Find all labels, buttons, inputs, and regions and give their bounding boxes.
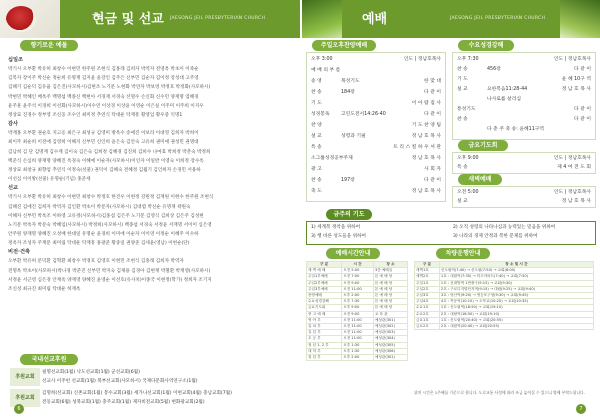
table-row: 주일1호 1호 : 신대방역 1번출구(9:15) → 교회(9:30) (415, 280, 594, 286)
order-row: 찬 양 기 도 찬 양 팀 (311, 123, 441, 128)
table-row: 새벽1호 신도림역(7:40) → 신도림(7:50) → 교회(8:00) (415, 268, 594, 274)
mission-row-label: 후원교회 (10, 368, 40, 386)
offering-line: 윤주훈 윤주석 이경희 이선화(사모하시)이수연 이상경 이상윤 이영순 이은실 이주미 이주희 이지우 (8, 103, 204, 109)
order-row: 성경봉독 고린도전서14:26-40 다 같 이 (311, 112, 441, 117)
order-row: 다 춘 주 축 송: 윤혜11구역 (487, 127, 545, 132)
offering-tithe (8, 56, 294, 120)
offering-line: 오부환 박유허 문덕환 김혁환 최창수 박경호 김영호 이현민 조현식 김홍래 김희자 박역자 (8, 259, 184, 265)
offering-thanks (8, 120, 294, 184)
order-row: 소그룹성경공부주제 정 남 호 목 사 (311, 156, 441, 161)
order-row: 나사로를 살리심 (487, 97, 521, 102)
order-row: 송 영 목성기도 한 맞 대 (311, 79, 441, 84)
header-photo-right (302, 0, 342, 38)
offering-line: 박기시 오부환 박유허 최창수 이현민 최창수 박정호 한진우 이현정 강원정 김재원 이현수 한주원 조현식 (8, 195, 214, 201)
order-row: 찬 송 184장 다 같 이 (311, 90, 441, 95)
offering-line: 이선심 이이방(선물) 유명순(기념) 홍준세 (8, 177, 91, 183)
offering-vision (8, 248, 294, 294)
header-title-left: 현금 및 선교 (92, 12, 164, 27)
prayer-title: 금주의 기도 (326, 209, 372, 220)
prayer-item: 2) 오직 성령의 나타나심과 능력있는 믿음을 위하여 (453, 225, 556, 230)
order-row: 광 고 사 회 자 (311, 167, 441, 172)
table-row: 수요1호 1호 : 신도림역(18:50) → 교회(19:10) (415, 305, 594, 311)
sunday-worship-box (306, 52, 446, 202)
offering-line: 박현민 박혜인 배옥주 백명섭 백종신 백현아 서경재 서경숙 선명수 손신화 신수민 양재명 염혜경 (8, 94, 199, 100)
offering-line: 조신성 최규진 최미림 탁대운 허재옥 (8, 286, 81, 292)
right-page (302, 0, 600, 417)
table-row: 주일4호 4호 : 목동역(10:10) → 오목교(10:20) → 교회(10:35) (415, 299, 594, 305)
table-row: 유 치 부 오전 11:00 예성관(302) (307, 324, 408, 330)
order-row: 찬 송 456장 다 같 이 (457, 67, 591, 72)
order-row: 찬 송 다 같 이 (457, 117, 591, 122)
table-header-row: 구 분 시 간 장 소 (307, 262, 408, 268)
header-subtitle-left: JAESONG JEIL PRESBYTERIAN CHURCH (170, 16, 266, 21)
table-row: 금요기도회 오후 9:00 본 예 배 당 (307, 305, 408, 311)
offering-label: 감사 (8, 121, 19, 128)
table-row: 초 등 부 오전 11:00 예성관(304) (307, 336, 408, 342)
offering-line: 정옥자 조성자 주재문 최미림 탁대운 탁재흥 홍광준 황중일 권양준 김세윤(영남) 이현순(단) (8, 241, 190, 247)
header-photo-right-2 (560, 0, 600, 38)
vehicle-title: 차량운행안내 (436, 248, 490, 259)
header-subtitle-right: JAESONG JEIL PRESBYTERIAN CHURCH (450, 16, 546, 21)
table-row: 대 학 부 오후 1:30 예성관(306) (307, 348, 408, 354)
table-row: 새벽2호 1호 : 대림역(7:35) → 미도아파트(7:40) → 교회(7:50) (415, 274, 594, 280)
header-banner-right (302, 0, 600, 38)
offering-line: 김혜기 김순덕 김유율 김은진(사모하시)김현조 노기문 노현화 박연자 박보영 박정호 박정화(사모하시) (8, 85, 211, 91)
table-row: 유 년 부 오전 11:00 예성관(303) (307, 330, 408, 336)
offering-list (8, 56, 294, 346)
dawn-worship-box (452, 186, 596, 208)
table-row: 청 년 1, 2 부 오후 1:30 예성관(305) (307, 342, 408, 348)
offering-line: 서정윤 서근영 심은경 안재옥 양재영 양혜진 윤영순 이선호(유사치)이종국 이현정(학가) 정희자 조기지 (8, 277, 212, 283)
table-row: 주일3부예배 오전 11:00 본 예 배 당 (307, 286, 408, 292)
page-number-left: 6 (14, 404, 24, 414)
gift-icon (6, 6, 36, 32)
offering-line: 안주원 양재명 양혜진 오성배 한대일 유명순 윤경희 이미애 이순자 이이영 이정순 이혜주 이수하 (8, 231, 199, 237)
order-row: 특 송 제 4 여 전 도 회 (457, 165, 591, 170)
order-row: 기 도 이 아 람 집 사 (311, 101, 441, 106)
offering-line: 전명옥 박초이(사모하시)박나경 박준진 신부민 박지숙 김제용 김경아 김현재 박철환 박재영(사모하시) (8, 268, 211, 274)
order-row: 통성기도 다 같 이 (457, 107, 591, 112)
table-row: 중 고 예 배 오전 9:00 교 육 관 (307, 311, 408, 317)
offering-line: 김남희 김 단 김명재 김수재 김이숙 김은숙 김희정 김혜경 김진희 김희수 나마효 박희정 박춘숙 박정희 (8, 149, 211, 155)
mission-row-text: 김명희(선교회) 신촌교회(1월) 봉수교회(3월) 세가나선교회(1월) 이현교회(4월) 충남교회(7월) 전동교회(6월) 성북교회(1월) 충주교회(1월) 제자비전교회(5월) 현화광교회(2월) (42, 391, 232, 405)
table-row: 금요2호 2호 : 대림역(20:40) → 교회(20:55) (415, 324, 594, 330)
table-row: 주일2호 2호 : 구로디지털단지역(9:15) → 대림(9:25) → 교회(9:40) (415, 286, 594, 292)
offering-line: 박재홍 오부환 권순호 지고옹 최은구 최성규 김영미 방옥수 송애진 이보라 이대영 김희자 박희이 (8, 131, 199, 137)
table-row: 새 벽 예 배 오전 5:00 3층 예배실 (307, 268, 408, 274)
order-row: 설 교 요한복음11:28-44 정 남 호 목 사 (457, 87, 591, 92)
dawn-worship-title: 새벽예배 (458, 174, 502, 185)
offering-line: 정상묘 최창규 최향업 추연식 이정숙(선물) 권덕이 김혜숙 전혜정 김월기 김인희자 손경민 서용하 (8, 167, 201, 173)
mission-section-title: 국내선교후원 (20, 354, 78, 365)
prayer-item: 3) 나라의 경제 안정과 복한 문제를 위하여 (453, 234, 538, 239)
friday-prayer-title: 금요기도회 (458, 140, 508, 151)
order-row: 축 도 정 남 호 목 사 (311, 189, 441, 194)
order-row: 설 교 정 남 호 목 사 (457, 199, 591, 204)
offering-line: 노기문 박옥자 박문숙 박혜임(사모하시) 박정희(사모하시) 백종섭 서경숙 서정윤 서재명 서이이 심은영 (8, 222, 212, 228)
offering-line: 정상묘 진경수 정부영 조신웅 조수인 최미정 추연식 탁대운 탁재흥 황영임 황우중 익명1 (8, 112, 183, 118)
prayer-item: 1) 세계복 정착을 위하여 (311, 225, 361, 230)
page-number-right: 7 (576, 404, 586, 414)
table-row: 금요1호 1호 : 신도림역(20:40) → 교회(20:55) (415, 317, 594, 323)
order-row: 오전 5:00 인도 | 정남호목사 (457, 190, 591, 195)
table-row: 수요2호 2호 : 대림역(18:50) → 교회(19:10) (415, 311, 594, 317)
header-banner-left (0, 0, 300, 38)
offering-line: 김혜진 김애진 김희자 박역자 김인환 박초이 박문자(사모하시) 김대엽 박신순 유명재 곽원숙 (8, 204, 191, 210)
offering-label: 십일조 (8, 57, 24, 63)
mission-row-text: 필명선교회(1월) 낙도선교회(1월) 군선교회(6월) 선교사 이주헌 선교회(1월) 북부선교회(사모하시) 국제다문화사역연구소(1월) (42, 370, 198, 384)
prayer-box (306, 221, 596, 245)
table-row: 찬양예배 오후 2:00 본 예 배 당 (307, 293, 408, 299)
friday-prayer-box (452, 152, 596, 174)
offering-section-title: 향기로운 예물 (20, 40, 78, 51)
table-row: 주일3호 3호 : 당산역(9:20) → 영등포구청(9:30) → 교회(9:45) (415, 293, 594, 299)
order-row: 특 송 트 리 스 킬 하 우 셔 관 (311, 145, 441, 150)
table-row: 영 아 부 오전 11:00 예성관(301) (307, 317, 408, 323)
order-row: 기 도 윤 혜 10구 역 (457, 77, 591, 82)
mission-row-label: 후원교회 (10, 389, 40, 407)
table-row: 주일1부예배 오전 7:00 본 예 배 당 (307, 274, 408, 280)
order-row: 오후 3:00 인도 | 정남호목사 (311, 57, 441, 62)
wednesday-worship-box (452, 52, 596, 140)
table-row: 수요성경강해 오후 7:30 본 예 배 당 (307, 299, 408, 305)
offering-line: 김복자 장이주 박신순 정순희 유명재 김지윤 윤강인 김주은 신부민 김순자 김이정 강성대 고주영 (8, 76, 199, 82)
table-row: 청 년 부 오후 2:00 예성관(301) (307, 355, 408, 361)
order-row: 오후 7:30 인도 | 정남호목사 (457, 57, 591, 62)
table-header-row: 구 분 장 소 및 시 간 (415, 262, 594, 268)
order-row: 예 배 의 부 름 (311, 68, 341, 73)
order-row: 찬 송 197장 다 같 이 (311, 178, 441, 183)
order-row: 설 교 성령과 기필 정 남 호 목 사 (311, 134, 441, 139)
offering-line: 최이주 최순희 이전애 김영희 이혜지 신부민 신인희 윤은숙 김안숙 고유희 권미애 권성민 권명대 (8, 140, 199, 146)
table-row: 주일2부예배 오전 9:00 본 예 배 당 (307, 280, 408, 286)
vehicle-table (414, 261, 594, 330)
offering-line: 이혜자 신부민 박옥조 이하영 고유정(사모하시)김홍섭 김은주 노기문 김영식 김희상 김은주 김성현 (8, 213, 204, 219)
prayer-item: 3) 행 바른 성도들을 위하여 (311, 234, 366, 239)
worship-time-table (306, 261, 408, 361)
offering-line: 박기시 오부환 박유허 최창수 이현민 한주원 조현식 김홍래 김희자 박역자 전영옥 박초이 이죽순 (8, 67, 199, 73)
header-title-right: 예배 (362, 12, 388, 27)
offering-label: 비전·건축 (8, 249, 31, 256)
wednesday-worship-title: 수요성경강해 (458, 40, 514, 51)
offering-line: 백준식 손심희 양재명 양혜진 옥경숙 이혜예 이순자(사모하시)이인자 이일반 이영숙 이희정 장수옥 (8, 158, 204, 164)
worship-time-title: 예배시간안내 (326, 248, 380, 259)
vehicle-footnote: 위치 시간은 1주째를 기준으로 합니다. 도로교통 사정에 따라 조금 늦어질 수 있으니 양해 부탁드립니다. (414, 390, 585, 395)
offering-label: 선교 (8, 185, 19, 192)
offering-mission (8, 184, 294, 248)
order-row: 오후 9:00 인도 | 정남호목사 (457, 156, 591, 161)
sunday-worship-title: 주일오후찬양예배 (312, 40, 376, 51)
